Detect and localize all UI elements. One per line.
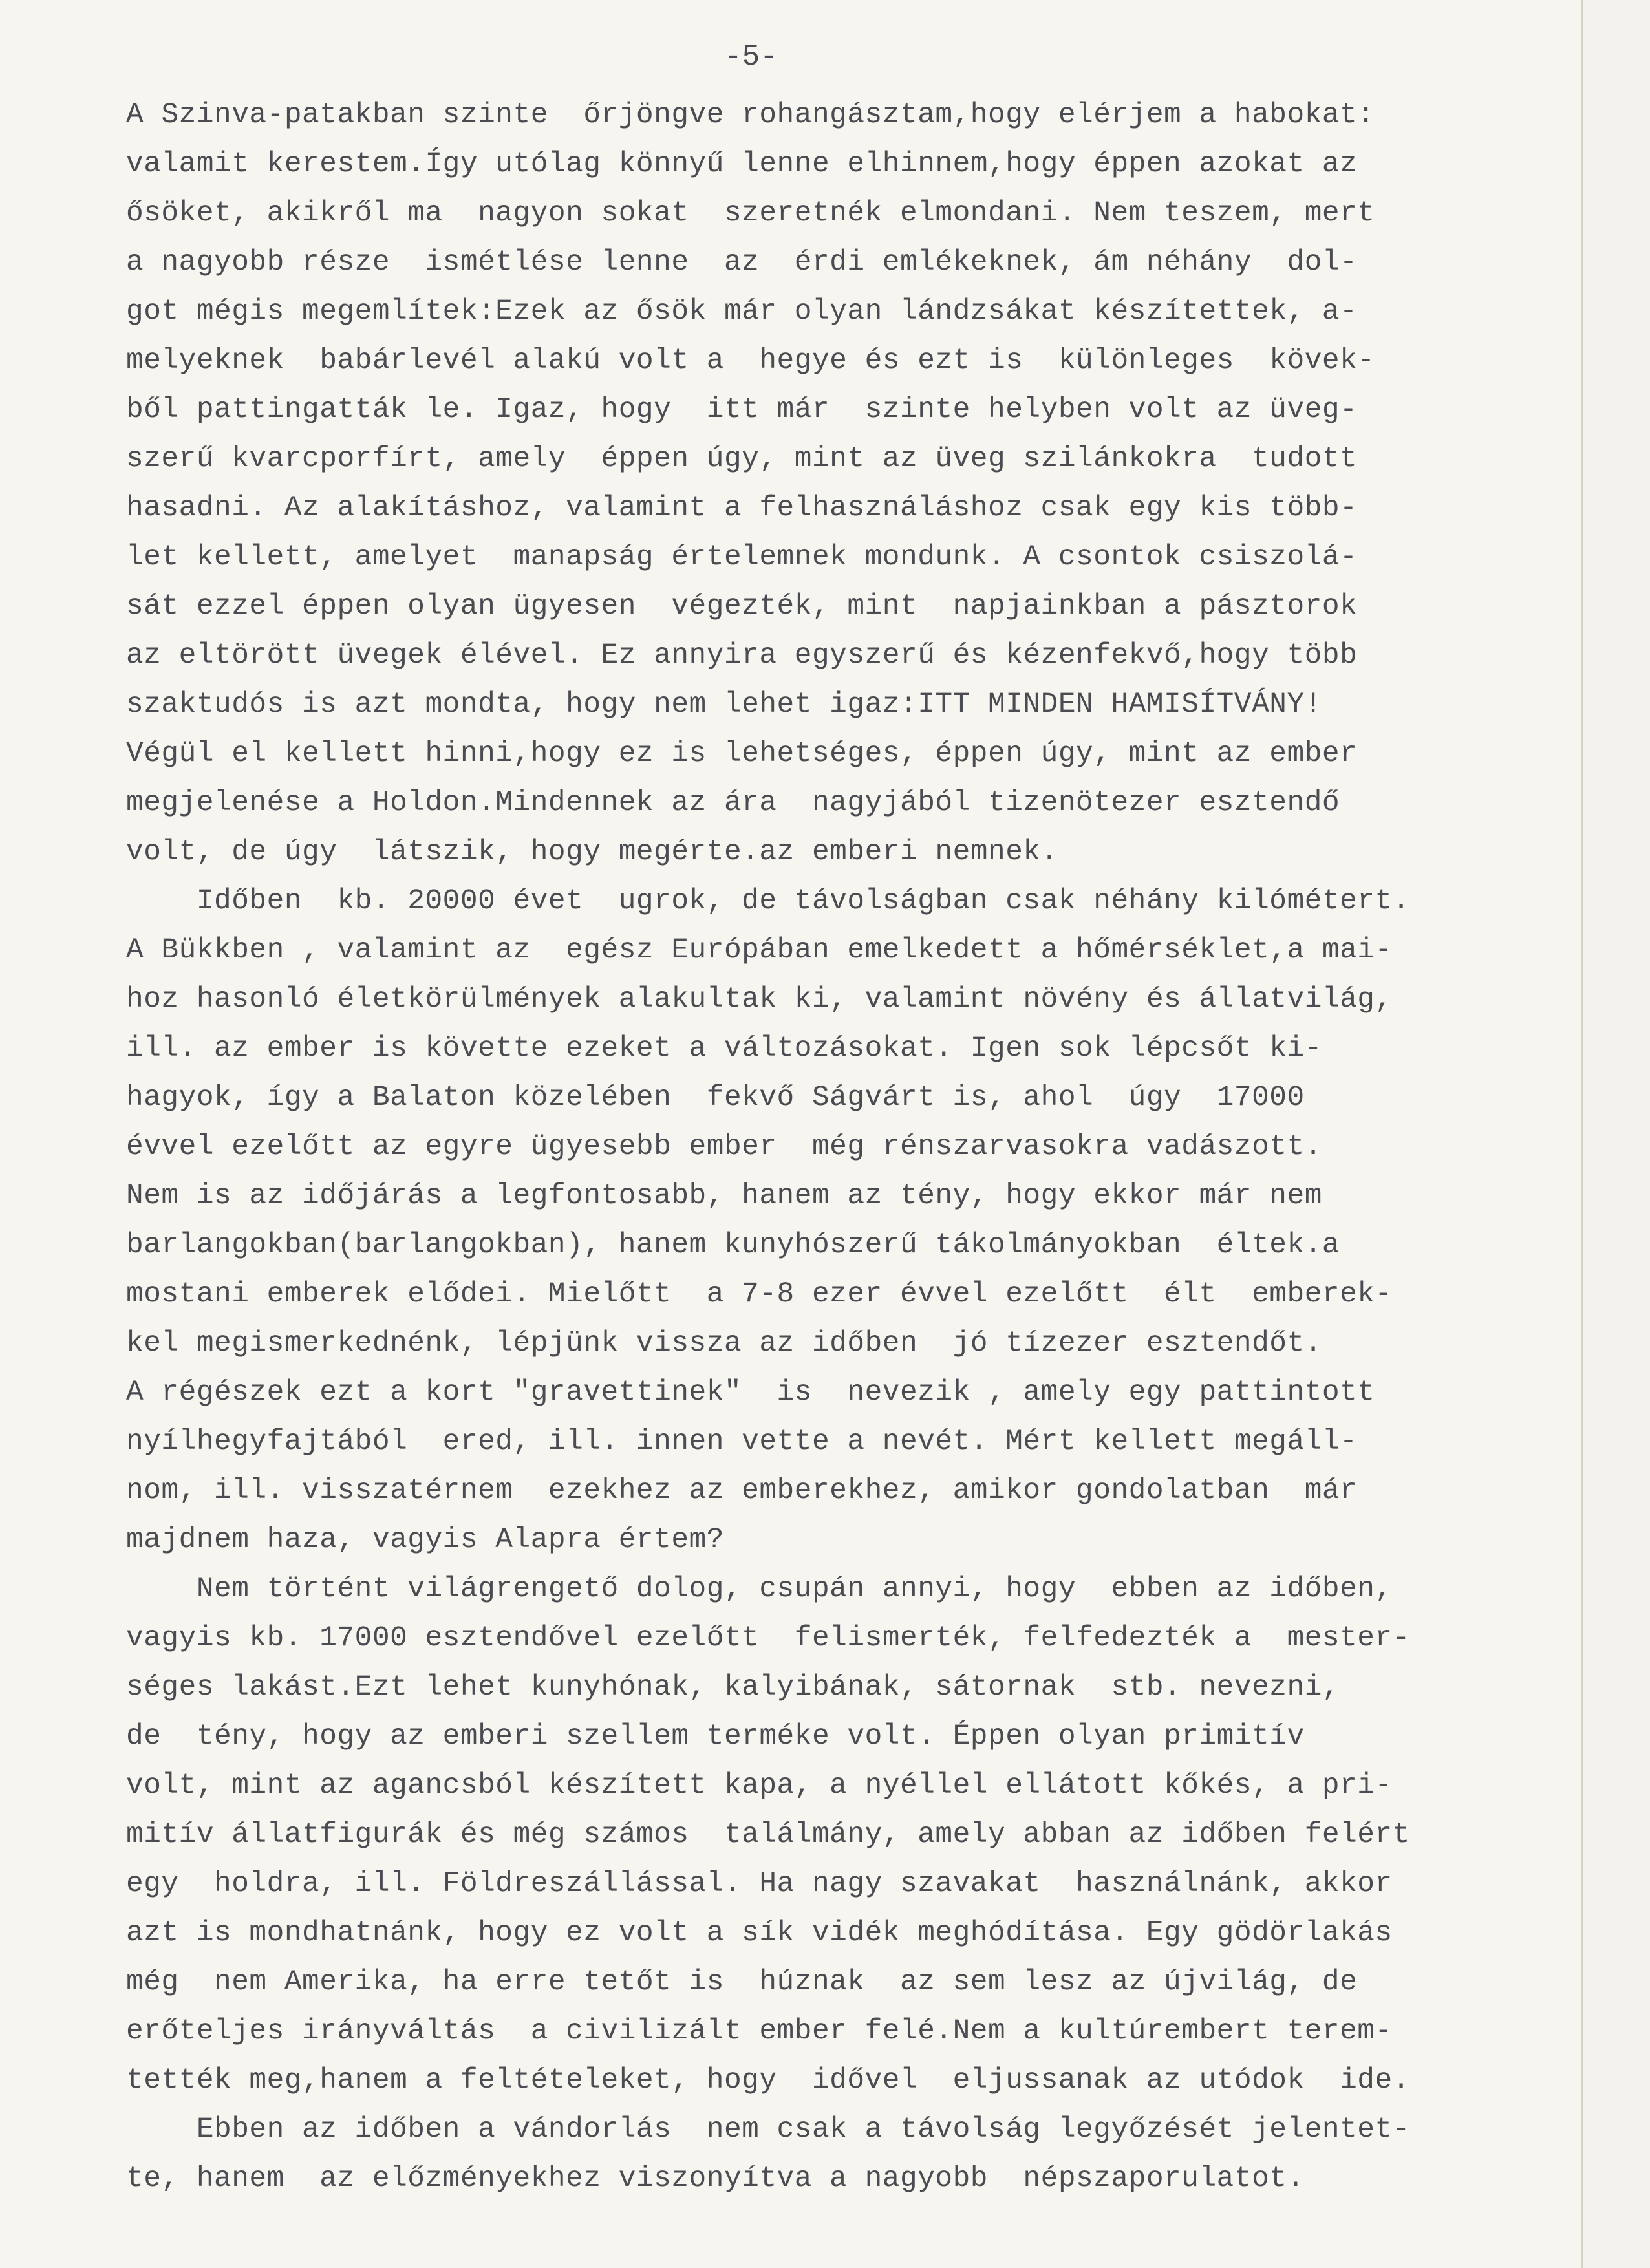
text-line: Nem is az időjárás a legfontosabb, hanem az tény, hogy ekkor már nem: [126, 1180, 1322, 1212]
text-line: évvel ezelőtt az egyre ügyesebb ember még rénszarvasokra vadászott.: [126, 1131, 1322, 1163]
page-number: -5-: [724, 40, 778, 74]
text-line: te, hanem az előzményekhez viszonyítva a nagyobb népszaporulatot.: [126, 2163, 1305, 2195]
text-line: szerű kvarcporfírt, amely éppen úgy, mint az üveg szilánkokra tudott: [126, 443, 1358, 475]
text-line: volt, mint az agancsból készített kapa, a nyéllel ellátott kőkés, a pri-: [126, 1770, 1393, 1802]
text-line: még nem Amerika, ha erre tetőt is húznak az sem lesz az újvilág, de: [126, 1966, 1358, 1998]
text-line: sát ezzel éppen olyan ügyesen végezték, mint napjainkban a pásztorok: [126, 590, 1358, 623]
text-line: kel megismerkednénk, lépjünk vissza az időben jó tízezer esztendőt.: [126, 1327, 1322, 1360]
text-line: A Szinva-patakban szinte őrjöngve rohangásztam,hogy elérjem a habokat:: [126, 99, 1375, 131]
text-line: Nem történt világrengető dolog, csupán annyi, hogy ebben az időben,: [126, 1573, 1393, 1605]
text-line: erőteljes irányváltás a civilizált ember felé.Nem a kultúrembert terem-: [126, 2015, 1393, 2048]
text-line: ősöket, akikről ma nagyon sokat szeretnék elmondani. Nem teszem, mert: [126, 197, 1375, 230]
text-line: de tény, hogy az emberi szellem terméke volt. Éppen olyan primitív: [126, 1720, 1305, 1753]
text-line: azt is mondhatnánk, hogy ez volt a sík vidék meghódítása. Egy gödörlakás: [126, 1917, 1393, 1949]
text-line: A Bükkben , valamint az egész Európában emelkedett a hőmérséklet,a mai-: [126, 934, 1393, 967]
text-line: egy holdra, ill. Földreszállással. Ha nagy szavakat használnánk, akkor: [126, 1868, 1393, 1900]
text-line: valamit kerestem.Így utólag könnyű lenne elhinnem,hogy éppen azokat az: [126, 148, 1358, 180]
text-line: megjelenése a Holdon.Mindennek az ára nagyjából tizenötezer esztendő: [126, 787, 1340, 819]
text-line: majdnem haza, vagyis Alapra értem?: [126, 1524, 724, 1556]
text-line: A régészek ezt a kort "gravettinek" is nevezik , amely egy pattintott: [126, 1376, 1375, 1409]
text-line: volt, de úgy látszik, hogy megérte.az emberi nemnek.: [126, 836, 1058, 868]
text-line: barlangokban(barlangokban), hanem kunyhószerű tákolmányokban éltek.a: [126, 1229, 1340, 1261]
text-line: ill. az ember is követte ezeket a változásokat. Igen sok lépcsőt ki-: [126, 1032, 1322, 1065]
text-line: mitív állatfigurák és még számos találmány, amely abban az időben felért: [126, 1819, 1410, 1851]
scan-background-edge: [1581, 0, 1650, 2268]
text-line: got mégis megemlítek:Ezek az ősök már olyan lándzsákat készítettek, a-: [126, 295, 1358, 328]
text-line: ből pattingatták le. Igaz, hogy itt már szinte helyben volt az üveg-: [126, 394, 1358, 426]
text-line: Végül el kellett hinni,hogy ez is lehetséges, éppen úgy, mint az ember: [126, 738, 1358, 770]
text-line: séges lakást.Ezt lehet kunyhónak, kalyibának, sátornak stb. nevezni,: [126, 1671, 1340, 1704]
text-line: tették meg,hanem a feltételeket, hogy idővel eljussanak az utódok ide.: [126, 2064, 1410, 2097]
text-line: vagyis kb. 17000 esztendővel ezelőtt felismerték, felfedezték a mester-: [126, 1622, 1410, 1654]
text-line: hasadni. Az alakításhoz, valamint a felhasználáshoz csak egy kis több-: [126, 492, 1358, 524]
text-line: Ebben az időben a vándorlás nem csak a távolság legyőzését jelentet-: [126, 2113, 1410, 2146]
text-line: hoz hasonló életkörülmények alakultak ki, valamint növény és állatvilág,: [126, 983, 1393, 1016]
text-line: melyeknek babárlevél alakú volt a hegye és ezt is különleges kövek-: [126, 345, 1375, 377]
text-line: let kellett, amelyet manapság értelemnek mondunk. A csontok csiszolá-: [126, 541, 1358, 573]
text-line: szaktudós is azt mondta, hogy nem lehet igaz:ITT MINDEN HAMISÍTVÁNY!: [126, 689, 1322, 721]
text-line: hagyok, így a Balaton közelében fekvő Ságvárt is, ahol úgy 17000: [126, 1082, 1305, 1114]
text-line: Időben kb. 20000 évet ugrok, de távolságban csak néhány kilómétert.: [126, 885, 1410, 917]
text-line: nom, ill. visszatérnem ezekhez az emberekhez, amikor gondolatban már: [126, 1475, 1358, 1507]
text-line: az eltörött üvegek élével. Ez annyira egyszerű és kézenfekvő,hogy több: [126, 639, 1358, 672]
text-line: a nagyobb része ismétlése lenne az érdi emlékeknek, ám néhány dol-: [126, 246, 1358, 279]
text-line: mostani emberek elődei. Mielőtt a 7-8 ezer évvel ezelőtt élt emberek-: [126, 1278, 1393, 1311]
text-line: nyílhegyfajtából ered, ill. innen vette a nevét. Mért kellett megáll-: [126, 1426, 1358, 1458]
typewritten-text: [126, 91, 1587, 2203]
